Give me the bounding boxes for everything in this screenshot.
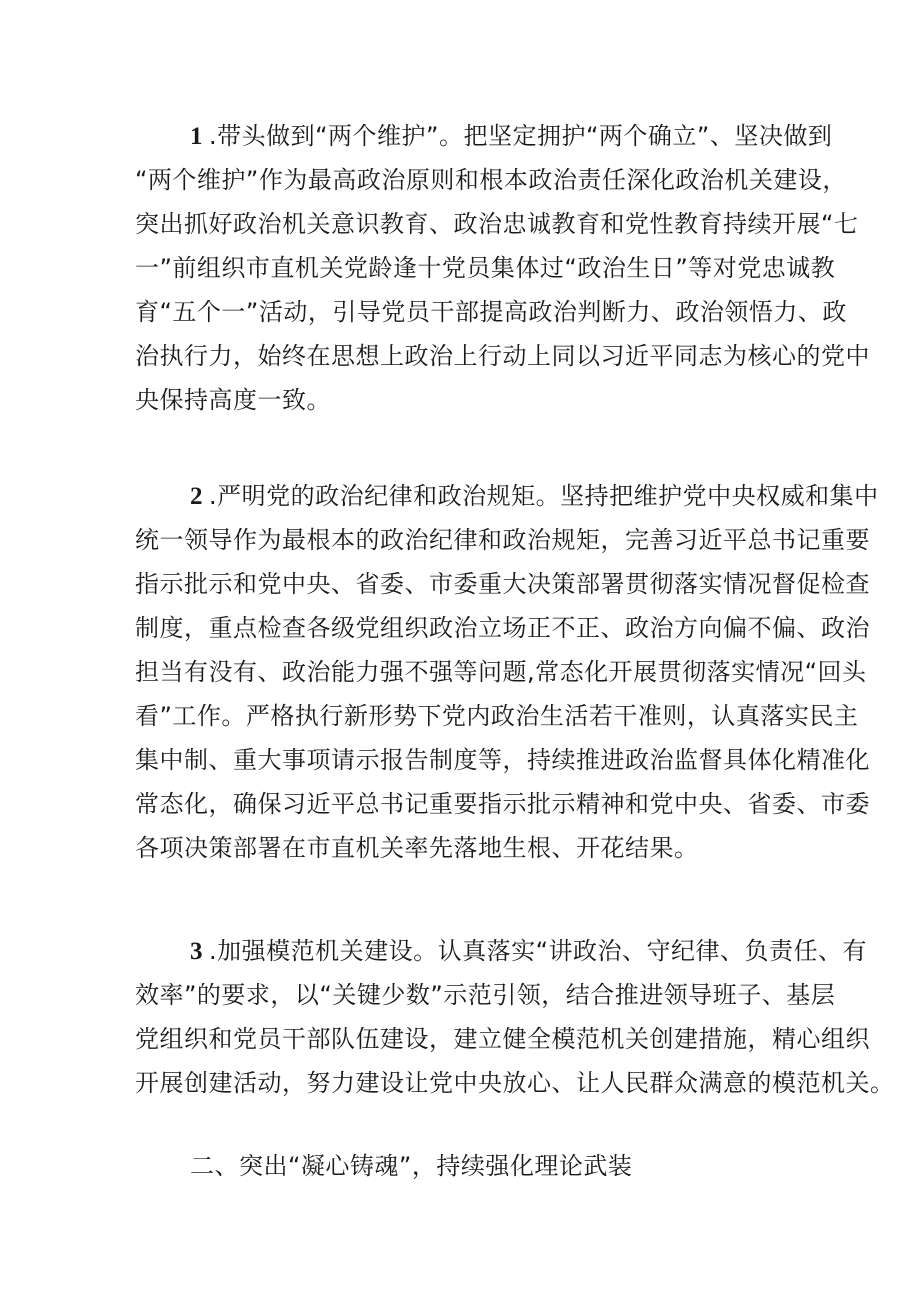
- paragraph-3: [135, 929, 895, 1105]
- paragraph-1: [135, 114, 870, 422]
- paragraph-line: 1 .带头做到“两个维护”。把坚定拥护“两个确立”、坚决做到: [190, 122, 833, 150]
- paragraph-line: 集中制、重大事项请示报告制度等，持续推进政治监督具体化精准化: [135, 746, 870, 774]
- paragraph-line: 看”工作。严格执行新形势下党内政治生活若干准则，认真落实民主: [135, 702, 859, 730]
- section-heading: 二、突出“凝心铸魂”，持续强化理论武装: [190, 1152, 633, 1180]
- paragraph-number: 3: [190, 938, 203, 965]
- paragraph-line: 一”前组织市直机关党龄逢十党员集体过“政治生日”等对党忠诚教: [135, 254, 836, 282]
- paragraph-line: 央保持高度一致。: [135, 386, 331, 414]
- paragraph-line: 突出抓好政治机关意识教育、政治忠诚教育和党性教育持续开展“七: [135, 210, 859, 238]
- paragraph-number: 2: [190, 483, 203, 510]
- paragraph-line: 常态化，确保习近平总书记重要指示批示精神和党中央、省委、市委: [135, 790, 870, 818]
- paragraph-line: 3 .加强模范机关建设。认真落实“讲政治、守纪律、负责任、有: [190, 937, 868, 965]
- paragraph-number: 1: [190, 123, 203, 150]
- paragraph-line: 制度，重点检查各级党组织政治立场正不正、政治方向偏不偏、政治: [135, 614, 870, 642]
- paragraph-line: 开展创建活动，努力建设让党中央放心、让人民群众满意的模范机关。: [135, 1069, 895, 1097]
- paragraph-line: 指示批示和党中央、省委、市委重大决策部署贯彻落实情况督促检查: [135, 570, 870, 598]
- paragraph-line: 统一领导作为最根本的政治纪律和政治规矩，完善习近平总书记重要: [135, 526, 870, 554]
- paragraph-line: 2 .严明党的政治纪律和政治规矩。坚持把维护党中央权威和集中: [190, 482, 879, 510]
- paragraph-line: 担当有没有、政治能力强不强等问题,常态化开展贯彻落实情况“回头: [135, 658, 867, 686]
- paragraph-line: “两个维护”作为最高政治原则和根本政治责任深化政治机关建设，: [135, 166, 847, 194]
- paragraph-line: 效率”的要求，以“关键少数”示范引领，结合推进领导班子、基层: [135, 981, 836, 1009]
- paragraph-line: 育“五个一”活动，引导党员干部提高政治判断力、政治领悟力、政: [135, 298, 847, 326]
- section-heading-block: [135, 1144, 805, 1188]
- paragraph-line: 治执行力，始终在思想上政治上行动上同以习近平同志为核心的党中: [135, 342, 870, 370]
- paragraph-2: [135, 474, 879, 870]
- paragraph-line: 各项决策部署在市直机关率先落地生根、开花结果。: [135, 834, 699, 862]
- paragraph-line: 党组织和党员干部队伍建设，建立健全模范机关创建措施，精心组织: [135, 1025, 870, 1053]
